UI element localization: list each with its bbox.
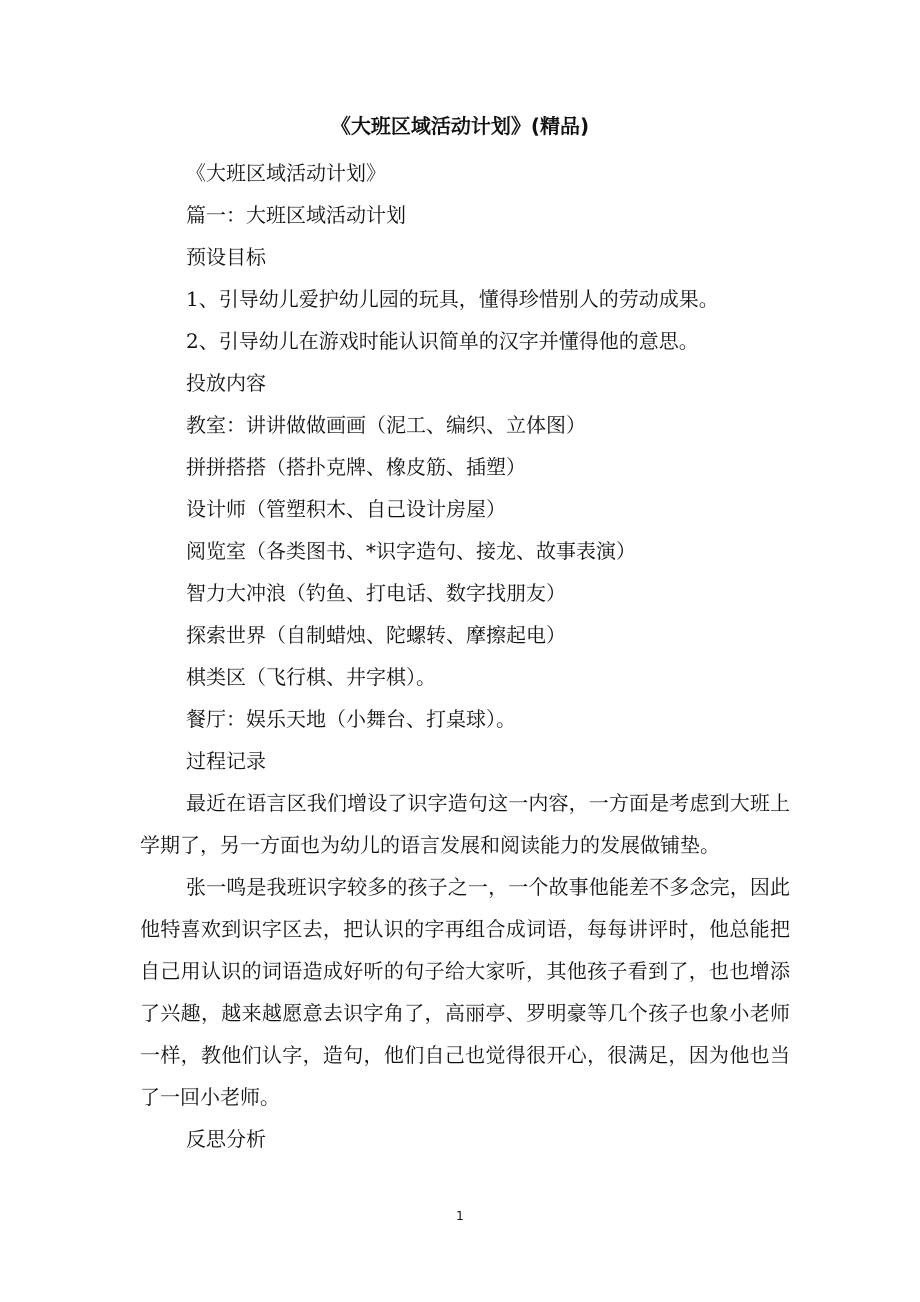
material-item: 拼拼搭搭（搭扑克牌、橡皮筋、插塑） bbox=[186, 455, 526, 479]
material-item: 设计师（管塑积木、自己设计房屋） bbox=[186, 497, 506, 521]
goal-item: 1、引导幼儿爱护幼儿园的玩具，懂得珍惜别人的劳动成果。 bbox=[186, 287, 719, 311]
material-item: 餐厅：娱乐天地（小舞台、打桌球）。 bbox=[186, 707, 516, 731]
material-item: 教室：讲讲做做画画（泥工、编织、立体图） bbox=[186, 413, 586, 437]
material-item: 智力大冲浪（钓鱼、打电话、数字找朋友） bbox=[186, 581, 566, 605]
material-item: 棋类区（飞行棋、井字棋）。 bbox=[186, 665, 436, 689]
materials-heading: 投放内容 bbox=[186, 371, 266, 395]
goal-item: 2、引导幼儿在游戏时能认识简单的汉字并懂得他的意思。 bbox=[186, 329, 699, 353]
subtitle-line: 《大班区域活动计划》 bbox=[186, 161, 386, 185]
document-title: 《大班区域活动计划》(精品) bbox=[330, 114, 590, 138]
record-heading: 过程记录 bbox=[186, 749, 266, 773]
body-paragraph: 最近在语言区我们增设了识字造句这一内容，一方面是考虑到大班上学期了，另一方面也为幼儿的语言发展和阅读能力的发展做铺垫。 bbox=[140, 791, 790, 857]
material-item: 阅览室（各类图书、*识字造句、接龙、故事表演） bbox=[186, 539, 636, 563]
body-paragraph: 张一鸣是我班识字较多的孩子之一，一个故事他能差不多念完，因此他特喜欢到识字区去，把认识的字再组合成词语，每每讲评时，他总能把自己用认识的词语造成好听的句子给大家听，其他孩子看到了，也也增添了兴趣，越来越愿意去识字角了，高丽亭、罗明豪等几个孩子也象小老师一样，教他们认字，造句，他们自己也觉得很开心，很满足，因为他也当了一回小老师。 bbox=[140, 875, 790, 1109]
page-number: 1 bbox=[456, 1209, 464, 1223]
goals-heading: 预设目标 bbox=[186, 245, 266, 269]
material-item: 探索世界（自制蜡烛、陀螺转、摩擦起电） bbox=[186, 623, 566, 647]
document-body bbox=[140, 152, 790, 1160]
section-heading: 篇一：大班区域活动计划 bbox=[186, 203, 406, 227]
reflection-heading: 反思分析 bbox=[186, 1127, 266, 1151]
